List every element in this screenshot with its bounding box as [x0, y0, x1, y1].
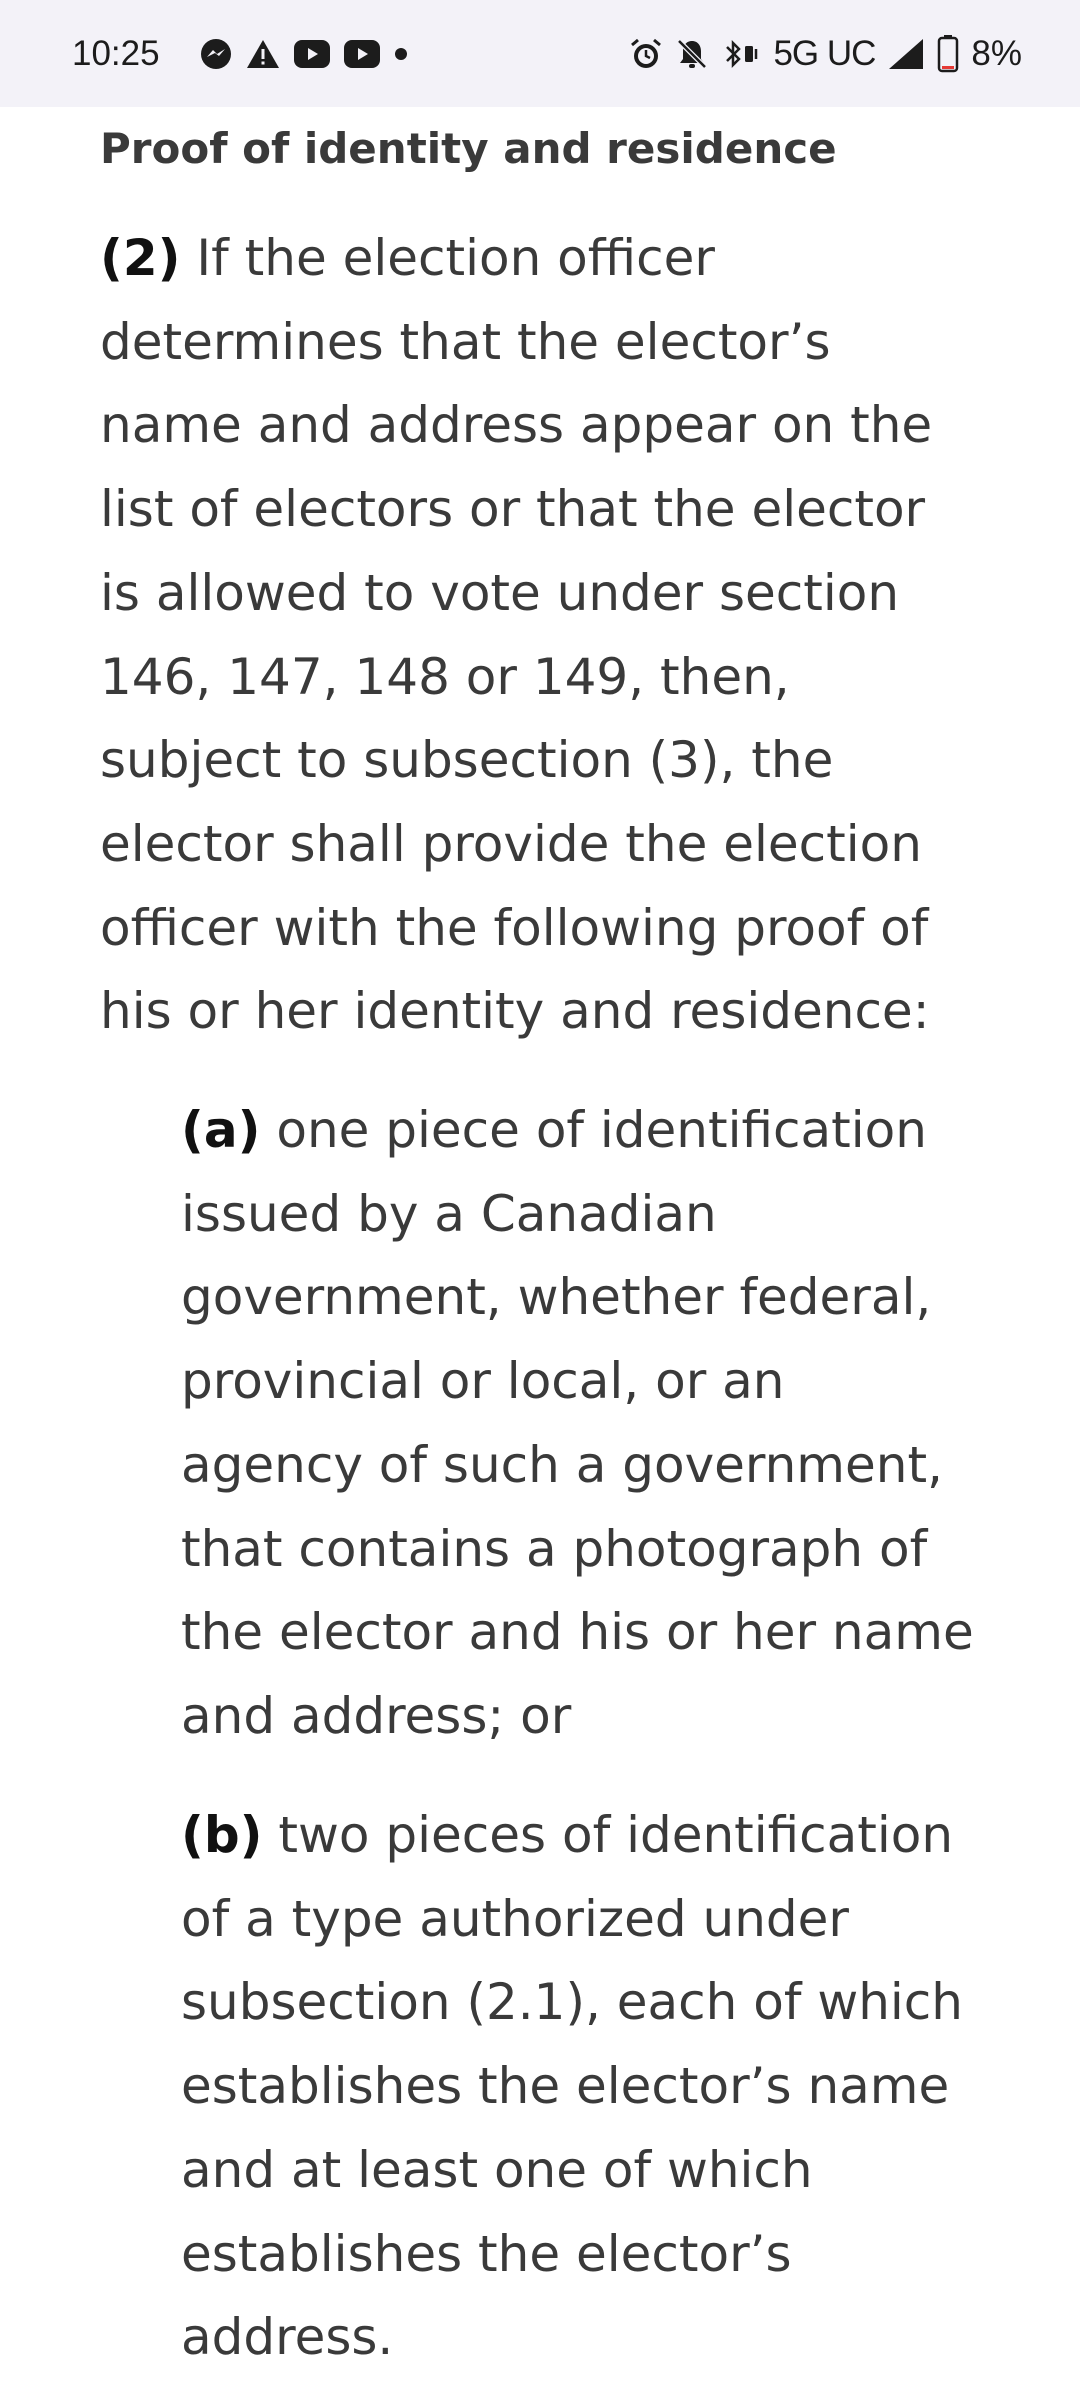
subsection-2	[100, 217, 980, 1054]
network-type: 5G UC	[773, 33, 876, 73]
paragraph-label: (a)	[181, 1101, 261, 1159]
paragraph-b	[181, 1794, 981, 2380]
status-time: 10:25	[72, 33, 160, 73]
bluetooth-vibrate-icon	[721, 37, 761, 71]
youtube-icon	[294, 40, 330, 68]
legislation-content	[0, 107, 1080, 2400]
messenger-icon	[200, 38, 232, 70]
youtube-icon	[344, 40, 380, 68]
battery-icon	[937, 35, 959, 73]
paragraph-text: one piece of identification issued by a Canadian government, whether federal, provincial or local, or an agency of such a government, that contains a photograph of the elector and his or her name and address; or	[181, 1101, 974, 1745]
status-bar	[0, 0, 1080, 107]
notification-icons	[200, 38, 408, 70]
warning-icon	[246, 39, 280, 69]
subsection-text: If the election officer determines that the elector’s name and address appear on the list of electors or that the elector is allowed to vote under section 146, 147, 148 or 149, then, subject to subsection (3), the elector shall provide the election officer with the following proof of his or her identity and residence:	[100, 229, 933, 1041]
paragraph-label: (b)	[181, 1806, 263, 1864]
paragraph-text: two pieces of identification of a type authorized under subsection (2.1), each of which establishes the elector’s name and at least one of which establishes the elector’s address.	[181, 1806, 963, 2367]
bell-off-icon	[675, 37, 709, 71]
subsection-label: (2)	[100, 229, 181, 287]
paragraph-a	[181, 1089, 981, 1759]
status-icons	[629, 34, 1022, 74]
dot-icon	[394, 47, 408, 61]
section-heading: Proof of identity and residence	[100, 124, 837, 173]
signal-icon	[887, 37, 925, 71]
alarm-icon	[629, 37, 663, 71]
battery-percentage: 8%	[971, 33, 1022, 73]
